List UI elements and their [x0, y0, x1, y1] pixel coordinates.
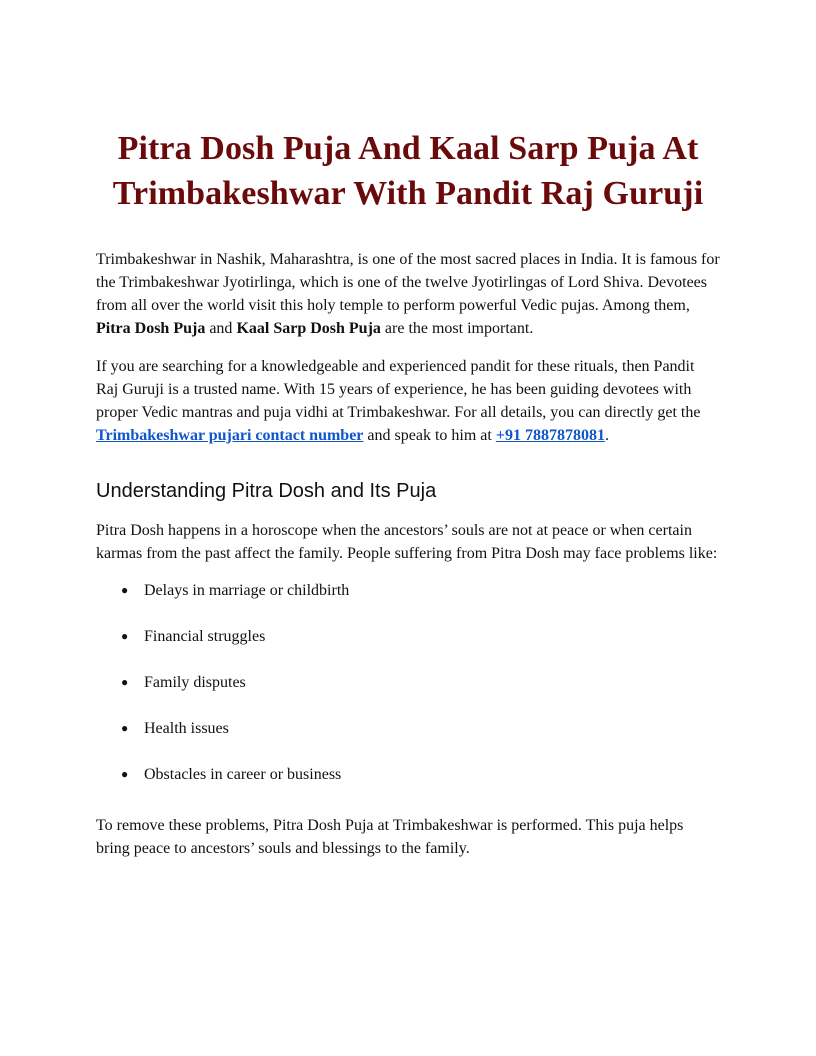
list-item-text: Financial struggles	[144, 628, 266, 645]
intro-text-3: are the most important.	[380, 320, 534, 337]
pitra-dosh-paragraph: Pitra Dosh happens in a horoscope when the ancestors’ souls are not at peace or when certain karmas from the past affect the family. People suffering from Pitra Dosh may face problems like:	[96, 522, 718, 562]
intro-paragraph	[96, 248, 720, 340]
list-item-text: Obstacles in career or business	[144, 766, 342, 783]
intro-text-2: and	[205, 320, 237, 337]
list-item	[96, 763, 720, 786]
bullet-icon: ●	[121, 721, 129, 735]
pujari-contact-link[interactable]: Trimbakeshwar pujari contact number	[96, 427, 364, 444]
page-title: Pitra Dosh Puja And Kaal Sarp Puja At Trimbakeshwar With Pandit Raj Guruji	[112, 130, 704, 212]
pandit-text-3: .	[604, 427, 609, 444]
list-item-text: Health issues	[144, 720, 229, 737]
intro-text-1: Trimbakeshwar in Nashik, Maharashtra, is one of the most sacred places in India. It is famous for the Trimbakeshwar Jyotirlinga, which is one of the twelve Jyotirlingas of Lord Shiva. Devotees from all over the world visit this holy temple to perform powerful Vedic pujas. Among them,	[96, 251, 720, 314]
conclusion-paragraph: To remove these problems, Pitra Dosh Puja at Trimbakeshwar is performed. This puja helps bring peace to ancestors’ souls and blessings to the family.	[96, 817, 684, 857]
intro-bold-kaal-sarp-dosh-puja: Kaal Sarp Dosh Puja	[236, 320, 381, 337]
bullet-icon: ●	[121, 629, 129, 643]
bullet-icon: ●	[121, 675, 129, 689]
pandit-text-2: and speak to him at	[363, 427, 496, 444]
list-item	[96, 625, 720, 648]
bullet-icon: ●	[121, 767, 129, 781]
problems-list	[96, 579, 720, 786]
intro-bold-pitra-dosh-puja: Pitra Dosh Puja	[96, 320, 206, 337]
bullet-icon: ●	[121, 583, 129, 597]
list-item	[96, 717, 720, 740]
section-heading: Understanding Pitra Dosh and Its Puja	[96, 480, 437, 502]
list-item-text: Family disputes	[144, 674, 246, 691]
pandit-text-1: If you are searching for a knowledgeable and experienced pandit for these rituals, then Pandit Raj Guruji is a trusted name. With 15 years of experience, he has been guiding devotees with proper Vedic mantras and puja vidhi at Trimbakeshwar. For all details, you can directly get the	[96, 358, 701, 421]
list-item-text: Delays in marriage or childbirth	[144, 582, 350, 599]
phone-number-link[interactable]: +91 7887878081	[495, 427, 605, 444]
list-item	[96, 671, 720, 694]
pandit-paragraph	[96, 355, 720, 447]
document-page	[96, 126, 720, 860]
list-item	[96, 579, 720, 602]
